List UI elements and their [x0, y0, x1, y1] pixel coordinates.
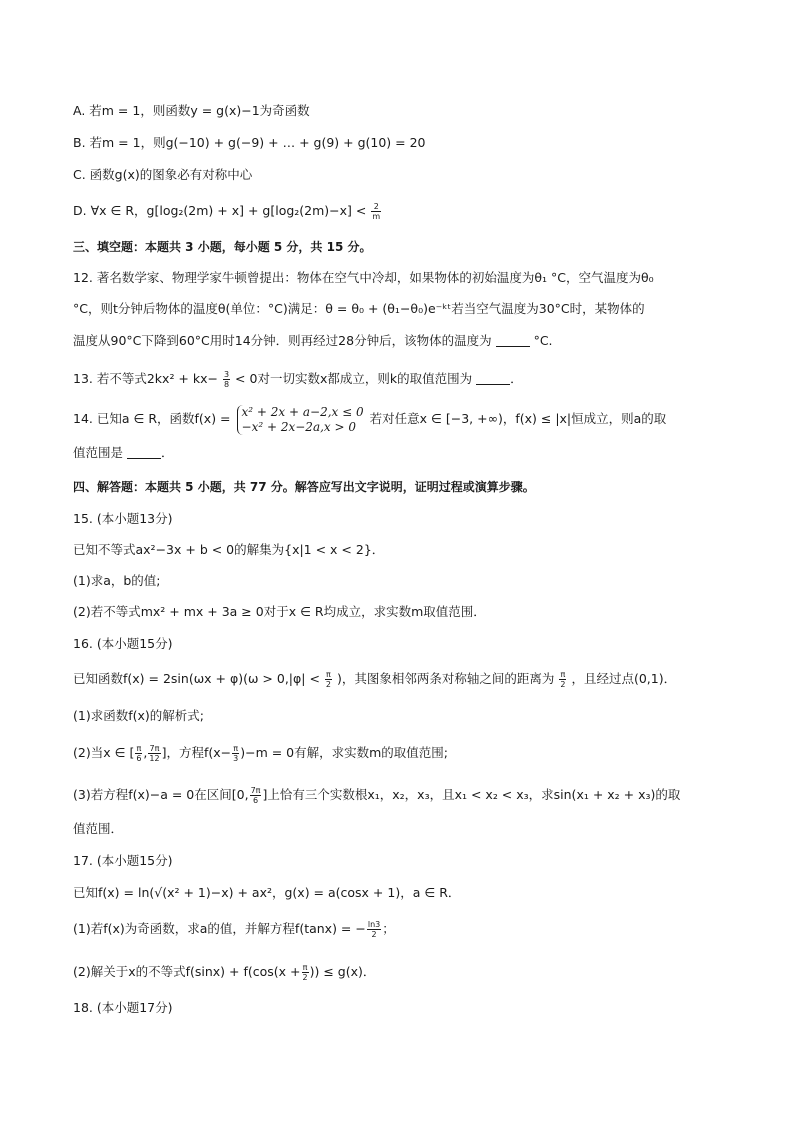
question-16-stem — [73, 669, 676, 689]
fraction-numerator: ln3 — [367, 920, 381, 929]
fraction-7pi-over-6 — [250, 786, 262, 805]
question-16-part-1 — [73, 706, 204, 726]
fraction-denominator: 3 — [233, 754, 239, 763]
q17-part-1-text-2: ； — [382, 921, 395, 936]
question-15-header — [73, 509, 173, 529]
question-12-line-2 — [73, 299, 645, 319]
question-17-stem — [73, 883, 460, 903]
option-b-text: B. 若m = 1，则g(−10) + g(−9) + … + g(9) + g(10) = 20 — [73, 135, 426, 150]
fraction-2-over-m — [371, 202, 381, 221]
section-heading-text: 三、填空题：本题共 3 小题，每小题 5 分，共 15 分。 — [73, 240, 372, 254]
q14-period: ． — [161, 445, 174, 460]
fraction-numerator: π — [302, 963, 308, 972]
question-13 — [73, 369, 523, 389]
fraction-denominator: m — [372, 212, 381, 221]
answer-blank — [496, 332, 530, 347]
section-solution-heading — [73, 477, 535, 497]
q16-part-3-text-1: (3)若方程f(x)−a = 0在区间[0, — [73, 787, 249, 802]
comma: , — [143, 745, 148, 760]
question-17-part-1 — [73, 919, 395, 939]
q16-stem-text-2: )，其图象相邻两条对称轴之间的距离为 — [337, 671, 555, 686]
q13-text-1: 13. 若不等式2kx² + kx− — [73, 371, 218, 386]
fraction-numerator: π — [136, 744, 142, 753]
q12-text-1: 12. 著名数学家、物理学家牛顿曾提出：物体在空气中冷却，如果物体的初始温度为θ₁ °C，空气温度为θ₀ — [73, 270, 654, 285]
fraction-numerator: 2 — [371, 202, 381, 212]
question-16-header — [73, 634, 173, 654]
q17-part-2-text-1: (2)解关于x的不等式f(sinx) + f(cos(x + — [73, 964, 301, 979]
q15-part-2-text: (2)若不等式mx² + mx + 3a ≥ 0对于x ∈ R均成立，求实数m取值范围． — [73, 604, 486, 619]
option-c — [73, 165, 252, 185]
fraction-denominator: 2 — [371, 930, 377, 939]
question-15-part-2 — [73, 602, 486, 622]
question-14-line-1 — [73, 402, 666, 436]
question-15-stem — [73, 540, 384, 560]
q15-header-text: 15. (本小题13分) — [73, 511, 173, 526]
q13-period: ． — [510, 371, 523, 386]
q12-text-3: 温度从90°C下降到60°C用时14分钟．则再经过28分钟后，该物体的温度为 — [73, 333, 492, 348]
answer-blank — [476, 370, 510, 385]
q14-text-2: 若对任意x ∈ [−3, +∞)，f(x) ≤ |x|恒成立，则a的取 — [369, 411, 667, 426]
question-14-line-2 — [73, 443, 174, 463]
fraction-denominator: 12 — [149, 754, 160, 763]
question-18-header — [73, 998, 173, 1018]
q16-part-2-text-2: ]，方程f(x− — [161, 745, 232, 760]
fraction-denominator: 2 — [302, 973, 308, 982]
q17-header-text: 17. (本小题15分) — [73, 853, 173, 868]
question-12-line-1 — [73, 268, 654, 288]
q16-stem-text-1: 已知函数f(x) = 2sin(ωx + φ)(ω > 0,|φ| < — [73, 671, 320, 686]
q17-part-2-text-2: )) ≤ g(x)． — [309, 964, 376, 979]
q14-text-1: 14. 已知a ∈ R，函数f(x) = — [73, 411, 231, 426]
fraction-pi-over-2 — [302, 963, 309, 982]
q15-stem-text: 已知不等式ax²−3x + b < 0的解集为{x|1 < x < 2}． — [73, 542, 385, 557]
fraction-numerator: π — [233, 744, 239, 753]
question-12-line-3 — [73, 331, 553, 351]
fraction-7pi-over-12 — [148, 744, 160, 763]
fraction-numerator: π — [326, 670, 331, 679]
fraction-denominator: 6 — [252, 796, 259, 805]
section-heading-text: 四、解答题：本题共 5 小题，共 77 分。解答应写出文字说明，证明过程或演算步骤。 — [73, 480, 535, 494]
q17-stem-text: 已知f(x) = ln(√(x² + 1)−x) + ax²，g(x) = a(cosx + 1)，a ∈ R． — [73, 885, 461, 900]
q16-part-2-text-1: (2)当x ∈ [ — [73, 745, 135, 760]
answer-blank — [127, 444, 161, 459]
fraction-denominator: 6 — [136, 754, 142, 763]
q17-part-1-text-1: (1)若f(x)为奇函数，求a的值，并解方程f(tanx) = − — [73, 921, 366, 936]
option-c-text: C. 函数g(x)的图象必有对称中心 — [73, 167, 253, 182]
option-a — [73, 101, 310, 121]
q16-part-1-text: (1)求函数f(x)的解析式; — [73, 708, 204, 723]
fraction-pi-over-2 — [559, 670, 566, 689]
fraction-ln3-over-2 — [367, 920, 381, 939]
q12-unit: °C. — [533, 333, 553, 348]
fraction-pi-over-3 — [232, 744, 239, 763]
fraction-denominator: 2 — [560, 680, 566, 689]
q15-part-1-text: (1)求a，b的值; — [73, 573, 161, 588]
fraction-pi-over-6 — [135, 744, 142, 763]
option-d — [73, 201, 382, 221]
question-16-part-2 — [73, 743, 448, 763]
section-fill-blank-heading — [73, 237, 371, 257]
question-17-header — [73, 851, 173, 871]
fraction-3-over-8 — [223, 370, 230, 389]
q18-header-text: 18. (本小题17分) — [73, 1000, 173, 1015]
fraction-numerator: 7π — [250, 786, 261, 795]
q14-text-3: 值范围是 — [73, 445, 124, 460]
fraction-pi-over-2 — [325, 670, 332, 689]
option-a-text: A. 若m = 1，则函数y = g(x)−1为奇函数 — [73, 103, 310, 118]
q16-part-3-text-2: ]上恰有三个实数根x₁，x₂，x₃，且x₁ < x₂ < x₃，求sin(x₁ + x₂ + x₃)的取 — [262, 787, 681, 802]
fraction-denominator: 2 — [325, 680, 332, 689]
piecewise-row-1: x² + 2x + a−2,x ≤ 0 — [241, 404, 364, 419]
question-16-part-3 — [73, 785, 680, 805]
question-16-part-3-cont — [73, 819, 123, 839]
fraction-numerator: π — [560, 670, 566, 679]
q12-text-2: °C，则t分钟后物体的温度θ(单位：°C)满足：θ = θ₀ + (θ₁−θ₀)e⁻ᵏᵗ若当空气温度为30°C时，某物体的 — [73, 301, 645, 316]
fraction-numerator: 3 — [223, 370, 230, 379]
question-15-part-1 — [73, 571, 161, 591]
q16-stem-text-3: ，且经过点(0,1)． — [571, 671, 677, 686]
fraction-numerator: 7π — [149, 744, 160, 753]
option-d-text: D. ∀x ∈ R，g[log₂(2m) + x] + g[log₂(2m)−x] < — [73, 203, 367, 218]
question-17-part-2 — [73, 962, 375, 982]
fraction-denominator: 8 — [223, 380, 230, 389]
piecewise-row-2: −x² + 2x−2a,x > 0 — [241, 419, 356, 434]
option-b — [73, 133, 426, 153]
q13-text-2: < 0对一切实数x都成立，则k的取值范围为 — [235, 371, 473, 386]
q16-part-3-text-3: 值范围． — [73, 821, 124, 836]
piecewise-function — [237, 405, 364, 435]
q16-part-2-text-3: )−m = 0有解，求实数m的取值范围; — [240, 745, 449, 760]
q16-header-text: 16. (本小题15分) — [73, 636, 173, 651]
